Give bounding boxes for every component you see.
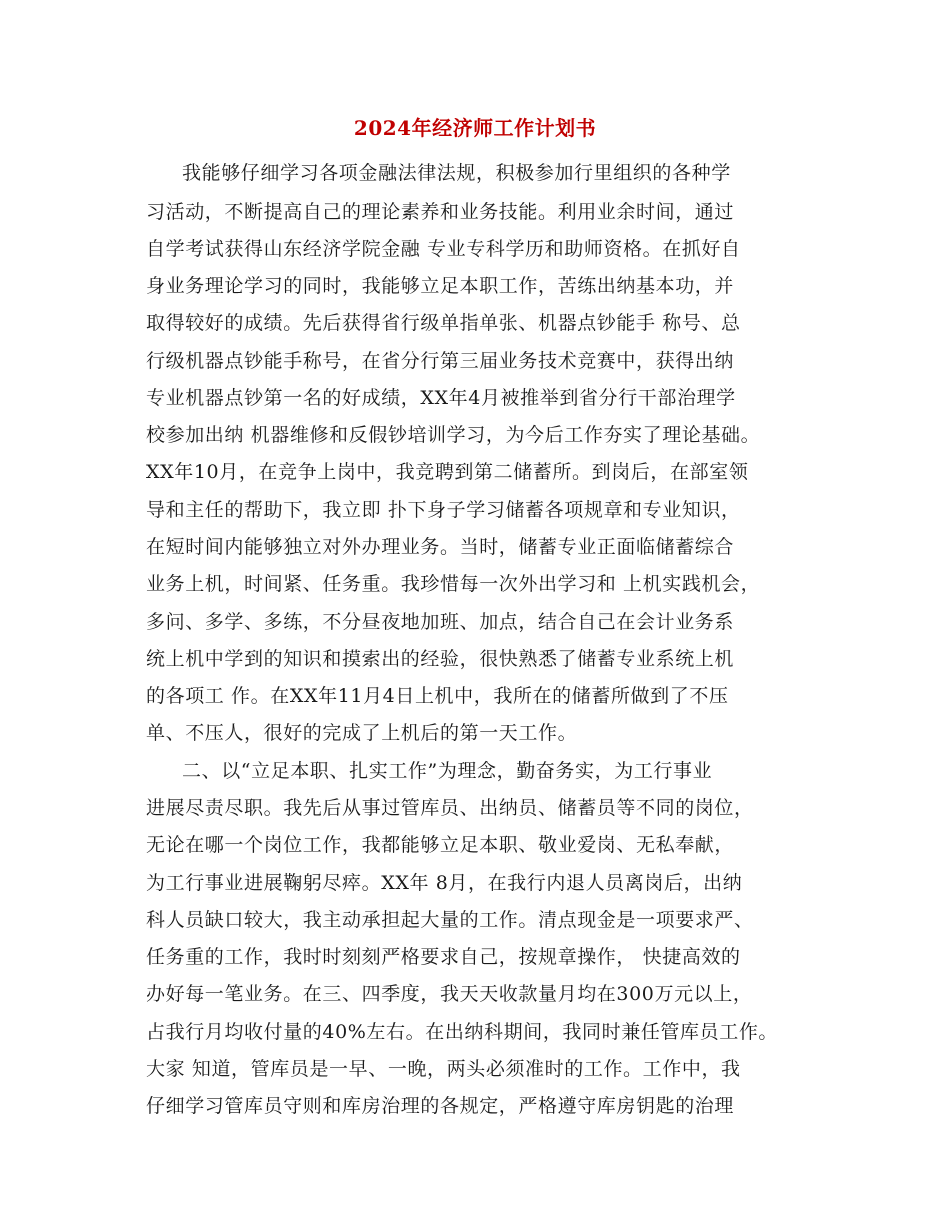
body-line: 我能够仔细学习各项金融法律法规，积极参加行里组织的各种学 (182, 162, 731, 184)
body-line: 大家 知道，管库员是一早、一晚，两头必须准时的工作。工作中，我 (146, 1058, 741, 1080)
body-line: 习活动，不断提高自己的理论素养和业务技能。利用业余时间，通过 (146, 201, 735, 223)
body-line: 行级机器点钞能手称号，在省分行第三届业务技术竞赛中，获得出纳 (146, 350, 735, 372)
body-line: 二、以“立足本职、扎实工作”为理念，勤奋务实，为工行事业 (182, 760, 713, 782)
body-line: 多问、多学、多练，不分昼夜地加班、加点，结合自己在会计业务系 (146, 611, 735, 633)
body-line: 身业务理论学习的同时，我能够立足本职工作，苦练出纳基本功，并 (146, 275, 735, 297)
body-line: 在短时间内能够独立对外办理业务。当时，储蓄专业正面临储蓄综合 (146, 536, 735, 558)
body-line: 单、不压人，很好的完成了上机后的第一天工作。 (146, 722, 578, 744)
body-line: 仔细学习管库员守则和库房治理的各规定，严格遵守库房钥匙的治理 (146, 1095, 735, 1117)
body-line: 专业机器点钞第一名的好成绩，XX年4月被推举到省分行干部治理学 (146, 387, 736, 409)
body-line: 校参加出纳 机器维修和反假钞培训学习，为今后工作夯实了理论基础。 (146, 424, 761, 446)
body-line: XX年10月，在竞争上岗中，我竞聘到第二储蓄所。到岗后，在部室领 (146, 461, 749, 483)
body-line: 办好每一笔业务。在三、四季度，我天天收款量月均在300万元以上， (146, 983, 753, 1005)
body-line: 自学考试获得山东经济学院金融 专业专科学历和助师资格。在抓好自 (146, 238, 741, 260)
body-line: 业务上机，时间紧、任务重。我珍惜每一次外出学习和 上机实践机会， (146, 573, 761, 595)
body-line: 占我行月均收付量的40%左右。在出纳科期间，我同时兼任管库员工作。 (146, 1021, 779, 1043)
body-line: 取得较好的成绩。先后获得省行级单指单张、机器点钞能手 称号、总 (146, 312, 741, 334)
body-line: 科人员缺口较大，我主动承担起大量的工作。清点现金是一项要求严、 (146, 909, 754, 931)
body-line: 的各项工 作。在XX年11月4日上机中，我所在的储蓄所做到了不压 (146, 685, 729, 707)
body-line: 无论在哪一个岗位工作，我都能够立足本职、敬业爱岗、无私奉献， (146, 834, 735, 856)
body-line: 导和主任的帮助下，我立即 扑下身子学习储蓄各项规章和专业知识， (146, 499, 741, 521)
document-title: 2024年经济师工作计划书 (353, 116, 597, 140)
body-line: 任务重的工作，我时时刻刻严格要求自己，按规章操作， 快捷高效的 (146, 946, 741, 968)
body-line: 统上机中学到的知识和摸索出的经验，很快熟悉了储蓄专业系统上机 (146, 648, 735, 670)
body-line: 进展尽责尽职。我先后从事过管库员、出纳员、储蓄员等不同的岗位， (146, 797, 754, 819)
body-line: 为工行事业进展鞠躬尽瘁。XX年 8月，在我行内退人员离岗后，出纳 (146, 872, 743, 894)
